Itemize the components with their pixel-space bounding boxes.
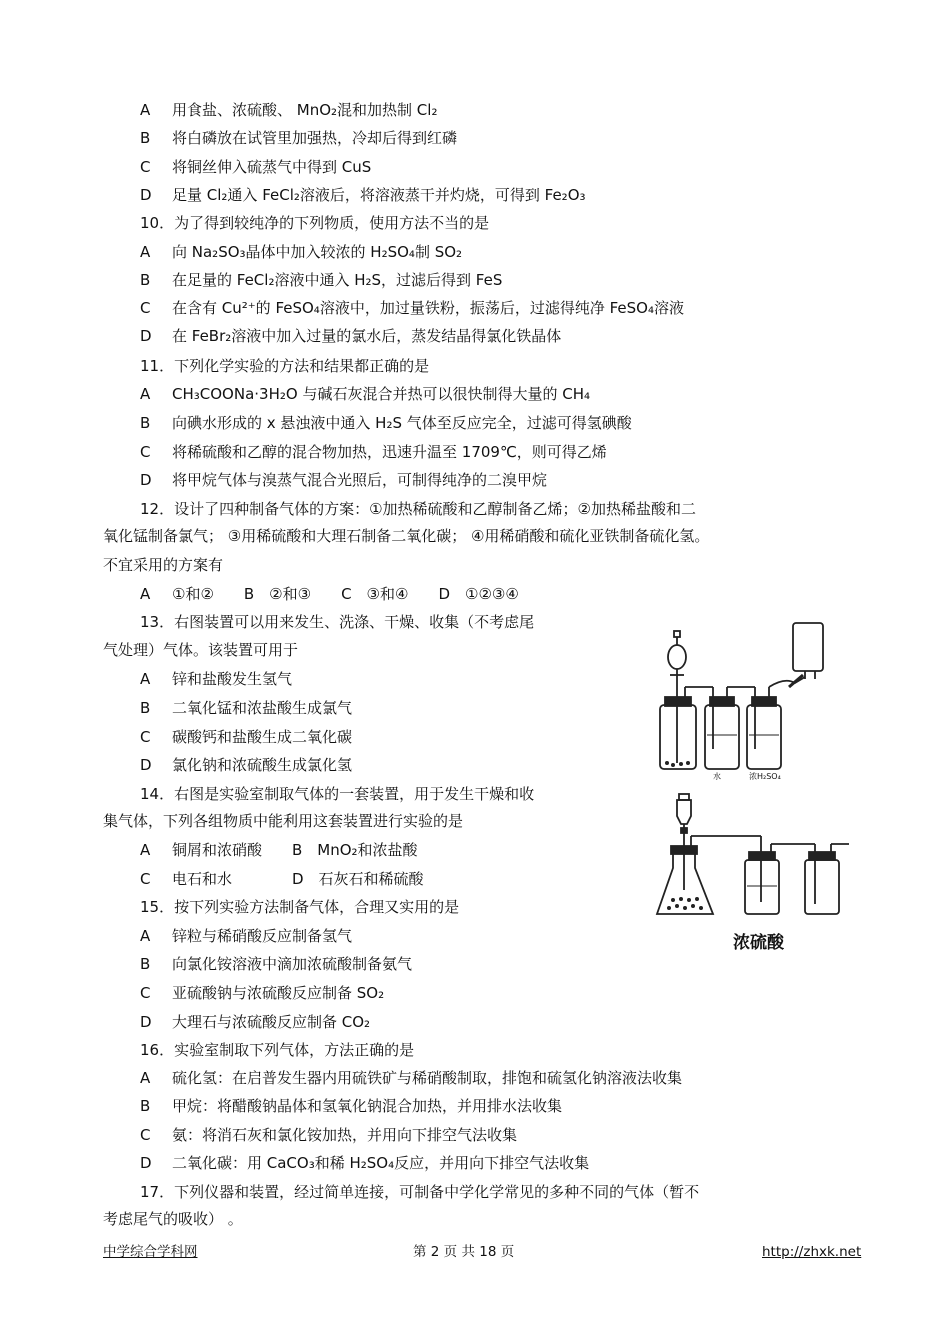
option-text: 硫化氢：在启普发生器内用硫铁矿与稀硝酸制取，排饱和硫氢化钠溶液法收集	[172, 1069, 683, 1087]
option-text: 用食盐、浓硫酸、 MnO₂混和加热制 Cl₂	[172, 101, 438, 119]
question-text: 气处理）气体。该装置可用于	[103, 641, 299, 659]
option-line	[140, 926, 352, 946]
question-stem	[103, 811, 463, 831]
option-letter: A	[140, 243, 151, 261]
question-stem	[103, 1209, 243, 1229]
question-stem	[140, 1040, 414, 1060]
option-text: 甲烷：将醋酸钠晶体和氢氧化钠混合加热，并用排水法收集	[172, 1097, 563, 1115]
option-letter: D	[140, 756, 152, 774]
option-letter: A	[140, 927, 151, 945]
option-text: 将稀硫酸和乙醇的混合物加热，迅速升温至 1709℃，则可得乙烯	[172, 443, 607, 461]
option-line	[140, 727, 352, 747]
question-text: 不宜采用的方案有	[103, 556, 224, 574]
option-letter: B	[140, 955, 151, 973]
option-line	[140, 157, 371, 177]
option-letter: B	[140, 699, 151, 717]
option-letter: C	[140, 1126, 151, 1144]
option-text: 向氯化铵溶液中滴加浓硫酸制备氨气	[172, 955, 413, 973]
option-letter: A	[140, 670, 151, 688]
question-stem	[140, 784, 534, 804]
question-stem	[140, 356, 429, 376]
figure-caption: 浓硫酸	[733, 933, 784, 953]
option-line	[140, 326, 561, 346]
option-letter: C	[140, 443, 151, 461]
apparatus-drawing	[655, 617, 835, 782]
option-line	[140, 983, 384, 1003]
question-text: 12．设计了四种制备气体的方案：①加热稀硫酸和乙醇制备乙烯；②加热稀盐酸和二	[140, 500, 696, 518]
option-letter: D	[140, 471, 152, 489]
question-text: 15．按下列实验方法制备气体，合理又实用的是	[140, 898, 460, 916]
question-stem	[103, 640, 298, 660]
option-line	[140, 755, 352, 775]
footer-site-name: 中学综合学科网	[103, 1244, 198, 1260]
option-text: 将铜丝伸入硫蒸气中得到 CuS	[172, 158, 372, 176]
option-line	[140, 128, 457, 148]
option-line	[140, 270, 502, 290]
option-text: 向 Na₂SO₃晶体中加入较浓的 H₂SO₄制 SO₂	[172, 243, 463, 261]
option-letter: C	[140, 158, 151, 176]
option-text: 在含有 Cu²⁺的 FeSO₄溶液中，加过量铁粉，振荡后，过滤得纯净 FeSO₄溶液	[172, 299, 684, 317]
option-line	[140, 1153, 589, 1173]
footer-url-link[interactable]: http://zhxk.net	[762, 1244, 862, 1260]
option-line	[140, 470, 547, 490]
option-letter: C	[140, 870, 151, 888]
option-line	[140, 185, 586, 205]
option-line	[140, 1012, 370, 1032]
apparatus-figure-1	[655, 617, 835, 782]
question-text: 11．下列化学实验的方法和结果都正确的是	[140, 357, 430, 375]
option-text: CH₃COONa·3H₂O 与碱石灰混合并热可以很快制得大量的 CH₄	[172, 385, 590, 403]
option-letter: C	[140, 728, 151, 746]
question-stem	[103, 526, 709, 546]
question-stem	[103, 555, 223, 575]
option-text: 锌粒与稀硝酸反应制备氢气	[172, 927, 353, 945]
option-line	[140, 100, 437, 120]
question-text: 16．实验室制取下列气体，方法正确的是	[140, 1041, 415, 1059]
question-stem	[140, 897, 459, 917]
option-line	[140, 954, 412, 974]
question-text: 集气体，下列各组物质中能利用这套装置进行实验的是	[103, 812, 464, 830]
apparatus-figure-2	[655, 790, 855, 955]
option-line	[140, 413, 632, 433]
question-text: 13．右图装置可以用来发生、洗涤、干燥、收集（不考虑尾	[140, 613, 535, 631]
option-text: 碳酸钙和盐酸生成二氧化碳	[172, 728, 353, 746]
option-text: 向碘水形成的 x 悬浊液中通入 H₂S 气体至反应完全，过滤可得氢碘酸	[172, 414, 632, 432]
option-text: 亚硫酸钠与浓硫酸反应制备 SO₂	[172, 984, 385, 1002]
option-text: 二氧化锰和浓盐酸生成氯气	[172, 699, 353, 717]
option-letter: C	[140, 299, 151, 317]
option-text: 电石和水 D 石灰石和稀硫酸	[172, 870, 424, 888]
option-letter: D	[140, 327, 152, 345]
option-text: 铜屑和浓硝酸 B MnO₂和浓盐酸	[172, 841, 418, 859]
option-letter: B	[140, 1097, 151, 1115]
option-letter: A	[140, 1069, 151, 1087]
option-line	[140, 869, 424, 889]
question-text: 考虑尾气的吸收） 。	[103, 1210, 243, 1228]
option-text: ①和② B ②和③ C ③和④ D ①②③④	[172, 585, 519, 603]
option-line	[140, 1068, 682, 1088]
option-text: 足量 Cl₂通入 FeCl₂溶液后，将溶液蒸干并灼烧，可得到 Fe₂O₃	[172, 186, 586, 204]
option-letter: A	[140, 841, 151, 859]
apparatus-drawing	[655, 790, 855, 920]
option-letter: A	[140, 101, 151, 119]
question-text: 17．下列仪器和装置，经过简单连接，可制备中学化学常见的多种不同的气体（暂不	[140, 1183, 700, 1201]
option-line	[140, 669, 292, 689]
option-text: 锌和盐酸发生氢气	[172, 670, 293, 688]
question-stem	[140, 612, 534, 632]
option-letter: B	[140, 129, 151, 147]
option-text: 氨：将消石灰和氯化铵加热，并用向下排空气法收集	[172, 1126, 518, 1144]
option-text: 在足量的 FeCl₂溶液中通入 H₂S，过滤后得到 FeS	[172, 271, 503, 289]
option-letter: D	[140, 186, 152, 204]
label-water: 水	[713, 772, 721, 781]
option-text: 将甲烷气体与溴蒸气混合光照后，可制得纯净的二溴甲烷	[172, 471, 548, 489]
question-stem	[140, 213, 489, 233]
option-line	[140, 442, 607, 462]
option-line	[140, 1125, 517, 1145]
question-text: 氧化锰制备氯气； ③用稀硫酸和大理石制备二氧化碳； ④用稀硝酸和硫化亚铁制备硫化氢。	[103, 527, 710, 545]
question-text: 10．为了得到较纯净的下列物质，使用方法不当的是	[140, 214, 490, 232]
option-line	[140, 242, 462, 262]
question-text: 14．右图是实验室制取气体的一套装置，用于发生干燥和收	[140, 785, 535, 803]
question-stem	[140, 1182, 699, 1202]
option-line	[140, 840, 418, 860]
option-letter: A	[140, 585, 151, 603]
option-letter: D	[140, 1154, 152, 1172]
option-text: 二氧化碳：用 CaCO₃和稀 H₂SO₄反应，并用向下排空气法收集	[172, 1154, 590, 1172]
label-conc-sulfuric: 浓H₂SO₄	[749, 772, 781, 781]
option-line	[140, 584, 519, 604]
option-text: 在 FeBr₂溶液中加入过量的氯水后，蒸发结晶得氯化铁晶体	[172, 327, 562, 345]
option-line	[140, 298, 684, 318]
option-letter: C	[140, 984, 151, 1002]
question-stem	[140, 499, 696, 519]
option-line	[140, 384, 590, 404]
footer-page-number: 第 2 页 共 18 页	[413, 1244, 515, 1260]
option-text: 大理石与浓硫酸反应制备 CO₂	[172, 1013, 371, 1031]
option-letter: A	[140, 385, 151, 403]
option-text: 氯化钠和浓硫酸生成氯化氢	[172, 756, 353, 774]
option-line	[140, 1096, 562, 1116]
option-text: 将白磷放在试管里加强热，冷却后得到红磷	[172, 129, 458, 147]
option-line	[140, 698, 352, 718]
option-letter: D	[140, 1013, 152, 1031]
option-letter: B	[140, 414, 151, 432]
option-letter: B	[140, 271, 151, 289]
